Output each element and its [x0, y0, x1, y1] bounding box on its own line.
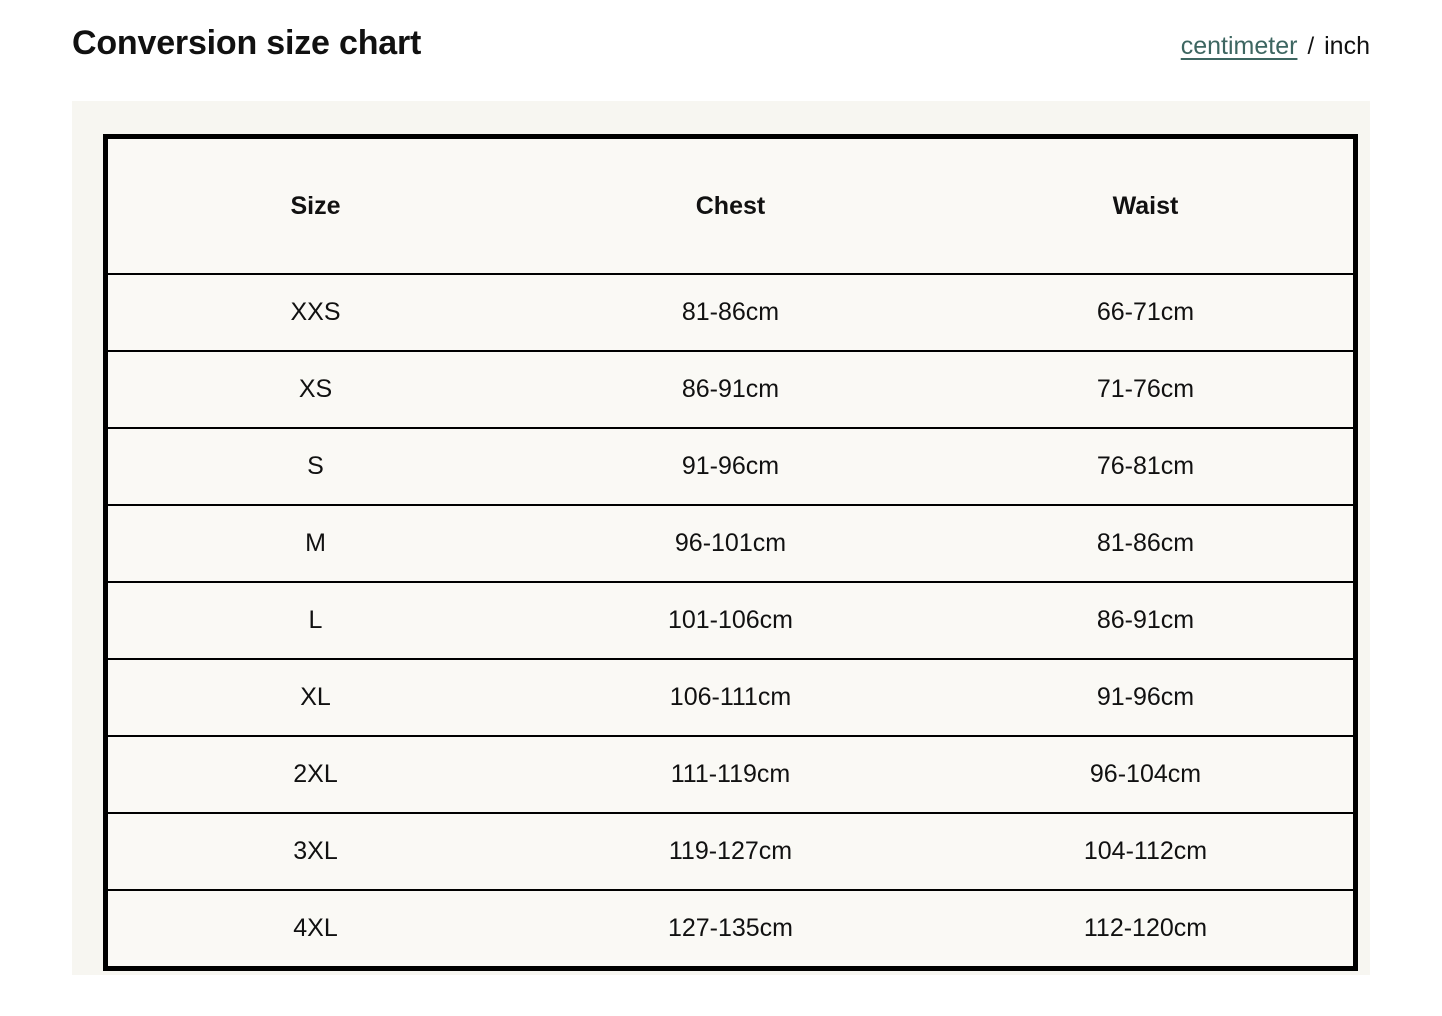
cell-waist: 104-112cm — [938, 813, 1356, 890]
table-row — [106, 813, 1356, 890]
cell-size: M — [106, 505, 523, 582]
cell-size: XL — [106, 659, 523, 736]
cell-chest: 86-91cm — [523, 351, 938, 428]
cell-size: XXS — [106, 274, 523, 351]
page-header — [72, 0, 1370, 63]
cell-size: 4XL — [293, 914, 338, 942]
column-header-waist: Waist — [938, 137, 1356, 275]
table-row — [106, 890, 1356, 969]
table-row — [106, 736, 1356, 813]
unit-separator: / — [1307, 33, 1315, 60]
column-header-size: Size — [106, 137, 523, 275]
cell-size: 3XL — [106, 813, 523, 890]
cell-waist: 112-120cm — [1083, 914, 1208, 942]
column-header-chest: Chest — [523, 137, 938, 275]
cell-chest: 91-96cm — [523, 428, 938, 505]
table-row — [106, 428, 1356, 505]
cell-chest: 81-86cm — [523, 274, 938, 351]
cell-waist: 91-96cm — [938, 659, 1356, 736]
cell-chest: 96-101cm — [523, 505, 938, 582]
cell-size: S — [106, 428, 523, 505]
table-head — [106, 137, 1356, 275]
cell-waist: 86-91cm — [938, 582, 1356, 659]
cell-chest: 127-135cm — [667, 914, 794, 942]
cell-waist: 71-76cm — [938, 351, 1356, 428]
table-row — [106, 274, 1356, 351]
table-row — [106, 505, 1356, 582]
table-row — [106, 582, 1356, 659]
cell-waist: 66-71cm — [938, 274, 1356, 351]
unit-option-centimeter[interactable]: centimeter — [1180, 32, 1298, 60]
size-chart-panel — [72, 101, 1370, 975]
cell-size: XS — [106, 351, 523, 428]
table-body — [106, 274, 1356, 969]
table-row — [106, 351, 1356, 428]
cell-waist: 76-81cm — [938, 428, 1356, 505]
cell-waist: 96-104cm — [938, 736, 1356, 813]
cell-chest: 119-127cm — [523, 813, 938, 890]
cell-chest: 106-111cm — [523, 659, 938, 736]
table-row — [106, 659, 1356, 736]
cell-size: 2XL — [106, 736, 523, 813]
size-chart-table — [103, 134, 1358, 971]
cell-waist: 81-86cm — [938, 505, 1356, 582]
cell-chest: 101-106cm — [523, 582, 938, 659]
unit-toggle — [1181, 32, 1370, 61]
unit-option-inch[interactable]: inch — [1324, 32, 1370, 60]
table-header-row — [106, 137, 1356, 275]
page-title: Conversion size chart — [72, 24, 422, 62]
cell-size: L — [106, 582, 523, 659]
cell-chest: 111-119cm — [523, 736, 938, 813]
